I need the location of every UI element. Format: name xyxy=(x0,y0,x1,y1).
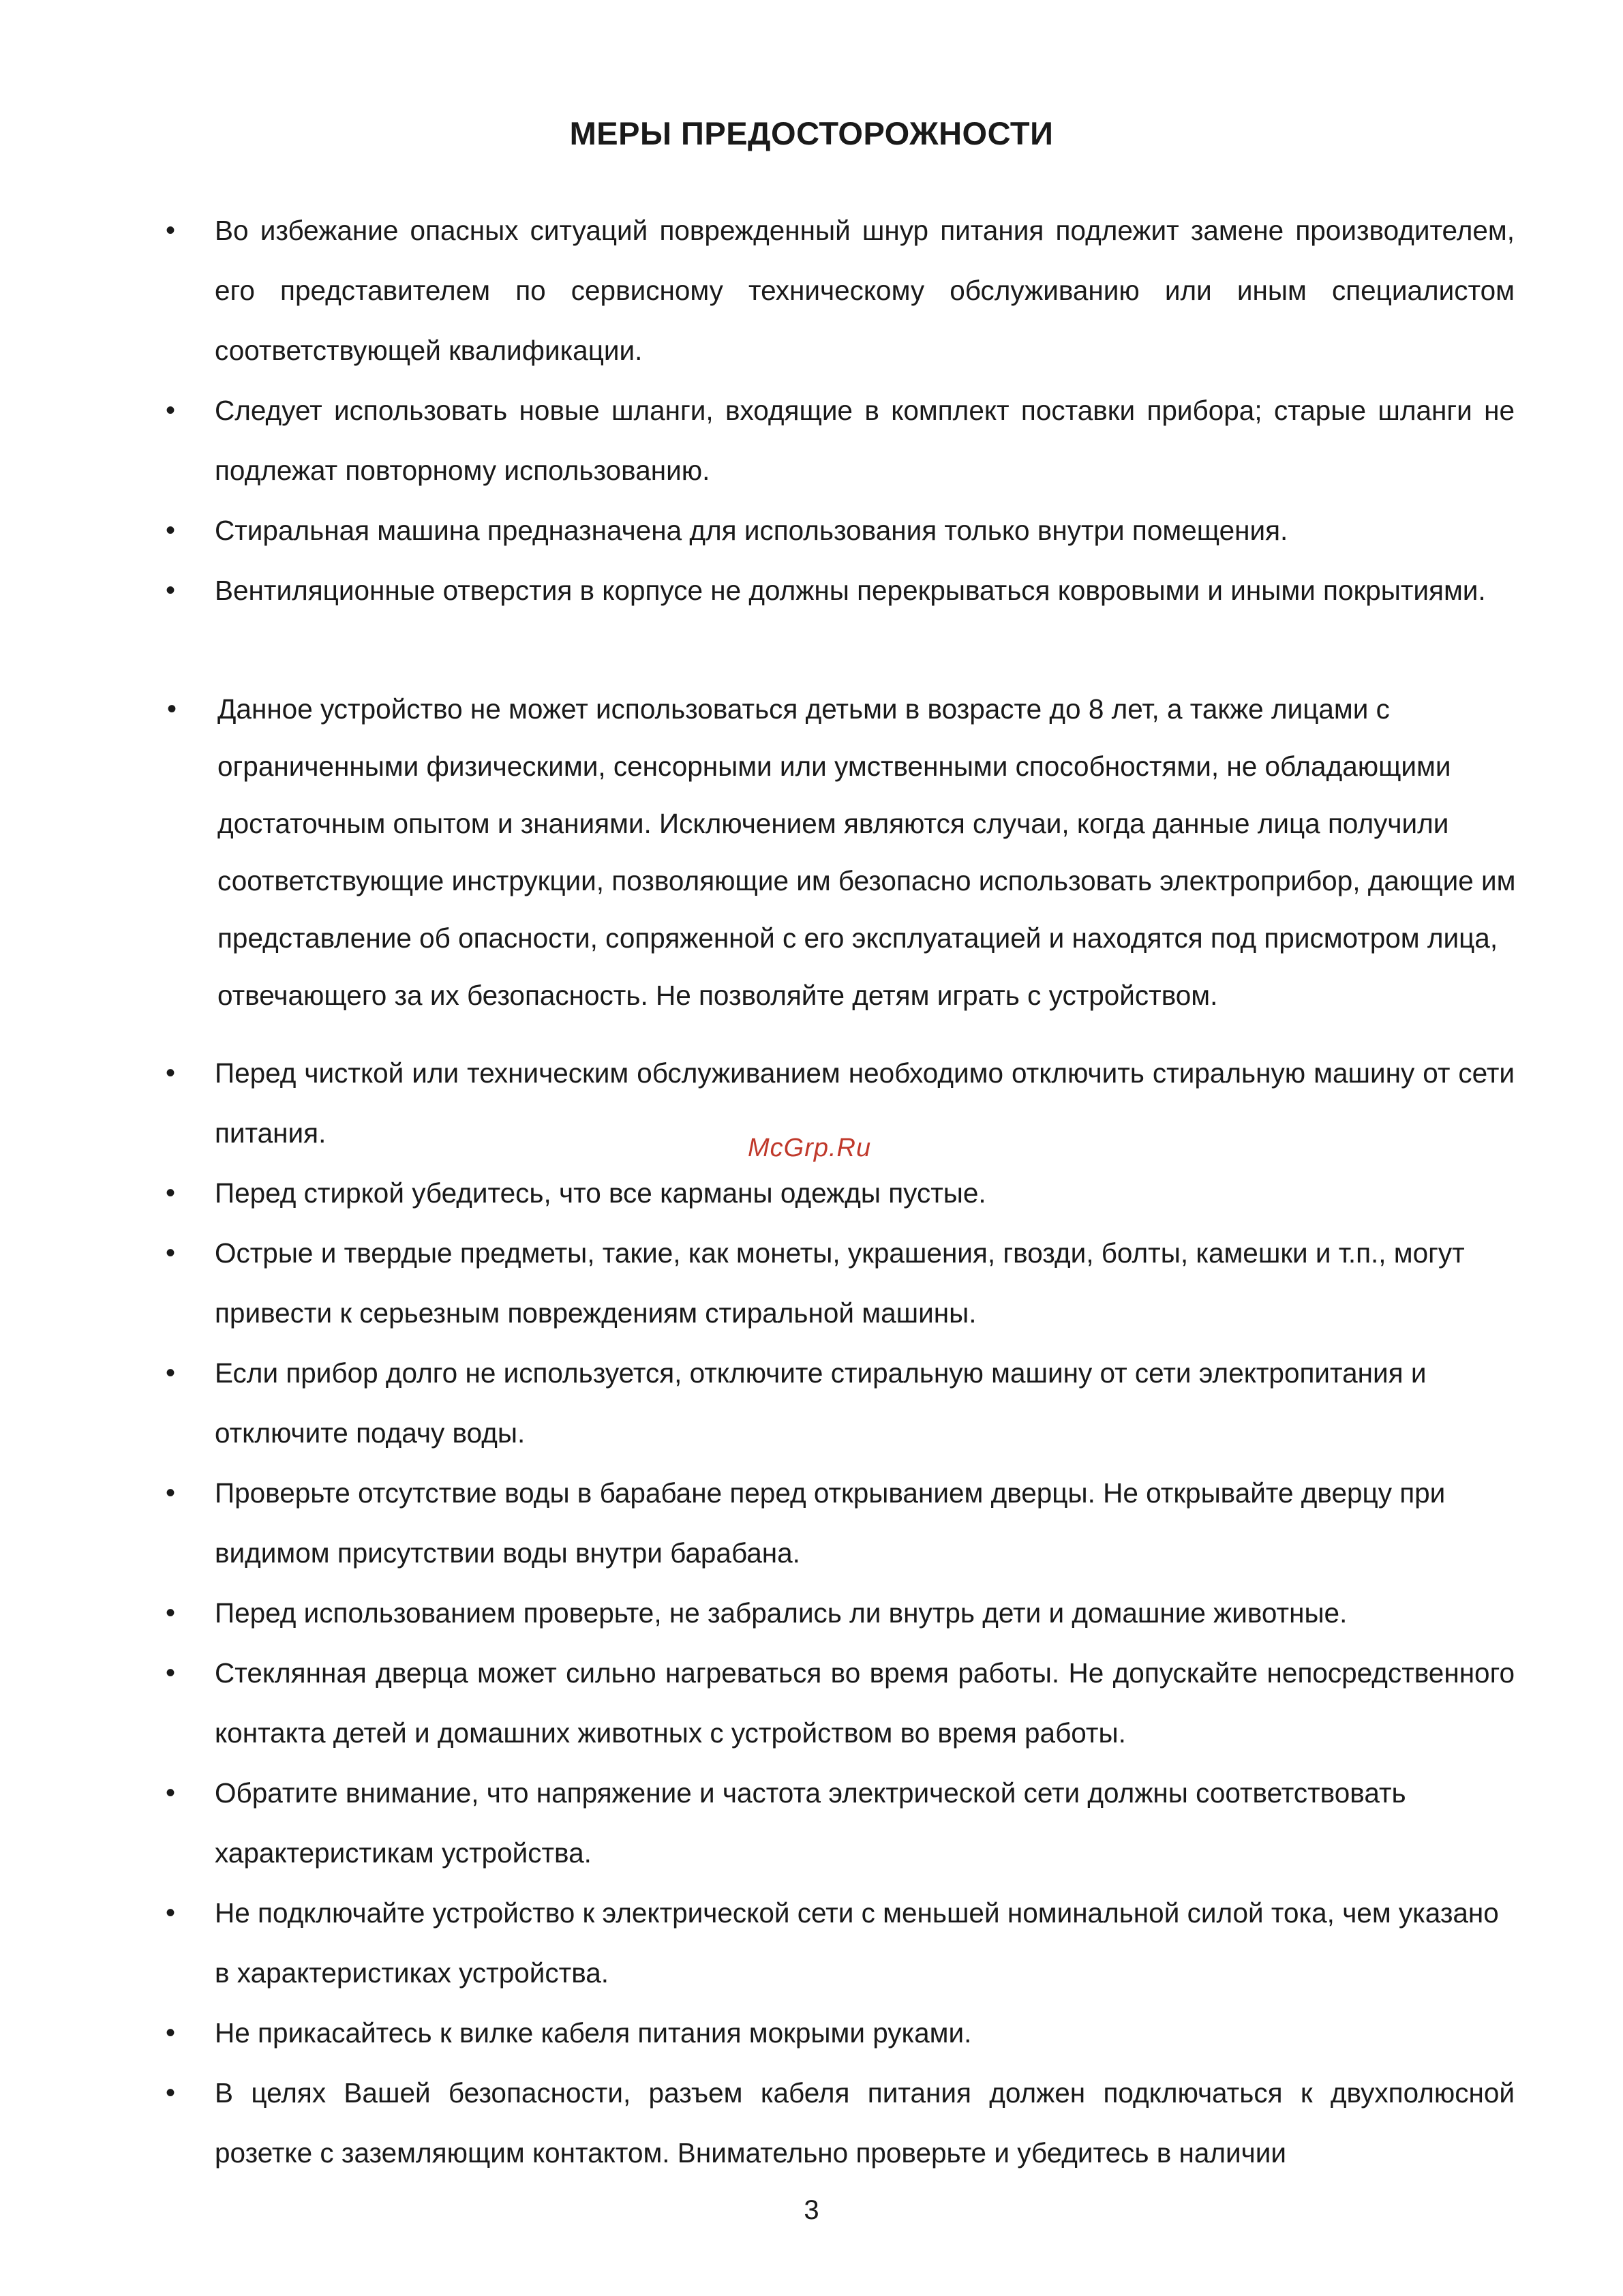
bullet-icon: • xyxy=(167,694,177,724)
bullet-icon: • xyxy=(166,2078,176,2108)
bullet-icon: • xyxy=(166,2018,176,2048)
bullet-icon: • xyxy=(166,1778,176,1808)
bullet-icon: • xyxy=(166,575,176,605)
list-item-text: Перед стиркой убедитесь, что все карманы одежды пустые. xyxy=(215,1177,986,1209)
list-item-text: Обратите внимание, что напряжение и частота электрической сети должны соответствовать характеристикам устройства. xyxy=(215,1777,1406,1869)
list-item-text: Во избежание опасных ситуаций поврежденный шнур питания подлежит замене производителем, его представителем по сервисному техническому обслуживанию или иным специалистом соответствующей квалификации. xyxy=(215,215,1515,366)
watermark-link[interactable]: McGrp.Ru xyxy=(748,1134,872,1162)
page-number: 3 xyxy=(804,2195,819,2225)
list-item-text: В целях Вашей безопасности, разъем кабеля питания должен подключаться к двухполюсной розетке с заземляющим контактом. Внимательно проверьте и убедитесь в наличии xyxy=(215,2077,1515,2169)
bullet-icon: • xyxy=(166,1058,176,1088)
bullet-icon: • xyxy=(166,515,176,545)
bullet-icon: • xyxy=(166,1478,176,1508)
bullet-icon: • xyxy=(166,1658,176,1688)
page-title: МЕРЫ ПРЕДОСТОРОЖНОСТИ xyxy=(569,115,1054,151)
bullet-icon: • xyxy=(166,395,176,425)
bullet-icon: • xyxy=(166,1358,176,1388)
bullet-icon: • xyxy=(166,1238,176,1268)
list-item-text: Острые и твердые предметы, такие, как монеты, украшения, гвозди, болты, камешки и т.п., могут привести к серьезным повреждениям стиральной машины. xyxy=(215,1237,1465,1329)
list-item-text: Не подключайте устройство к электрической сети с меньшей номинальной силой тока, чем указано в характеристиках устройства. xyxy=(215,1897,1499,1989)
bullet-icon: • xyxy=(166,1898,176,1928)
bullet-icon: • xyxy=(166,215,176,245)
bullet-icon: • xyxy=(166,1178,176,1208)
list-item-text: Перед чисткой или техническим обслуживанием необходимо отключить стиральную машину от сети питания. xyxy=(215,1057,1515,1149)
bullet-icon: • xyxy=(166,1598,176,1628)
list-item-text: Если прибор долго не используется, отключите стиральную машину от сети электропитания и отключите подачу воды. xyxy=(215,1357,1427,1449)
list-item-text: Стеклянная дверца может сильно нагреваться во время работы. Не допускайте непосредственного контакта детей и домашних животных с устройством во время работы. xyxy=(215,1657,1515,1749)
list-item-text: Проверьте отсутствие воды в барабане перед открыванием дверцы. Не открывайте дверцу при видимом присутствии воды внутри барабана. xyxy=(215,1477,1446,1569)
list-item-text: Не прикасайтесь к вилке кабеля питания мокрыми руками. xyxy=(215,2017,972,2049)
list-item-text: Следует использовать новые шланги, входящие в комплект поставки прибора; старые шланги не подлежат повторному использованию. xyxy=(215,395,1515,486)
list-item-text: Вентиляционные отверстия в корпусе не должны перекрываться ковровыми и иными покрытиями. xyxy=(215,575,1486,606)
list-item-text: Данное устройство не может использоваться детьми в возрасте до 8 лет, а также лицами с ограниченными физическими, сенсорными или умственными способностями, не обладающими достаточным опытом и знаниями. Исключением являются случаи, когда данные лица получили соответствующие инструкции, позволяющие им безопасно использовать электроприбор, дающие им представление об опасности, сопряженной с его эксплуатацией и находятся под присмотром лица, отвечающего за их безопасность. Не позволяйте детям играть с устройством. xyxy=(217,693,1516,1011)
list-item-text: Перед использованием проверьте, не забрались ли внутрь дети и домашние животные. xyxy=(215,1597,1348,1629)
list-item-text: Стиральная машина предназначена для использования только внутри помещения. xyxy=(215,515,1288,546)
